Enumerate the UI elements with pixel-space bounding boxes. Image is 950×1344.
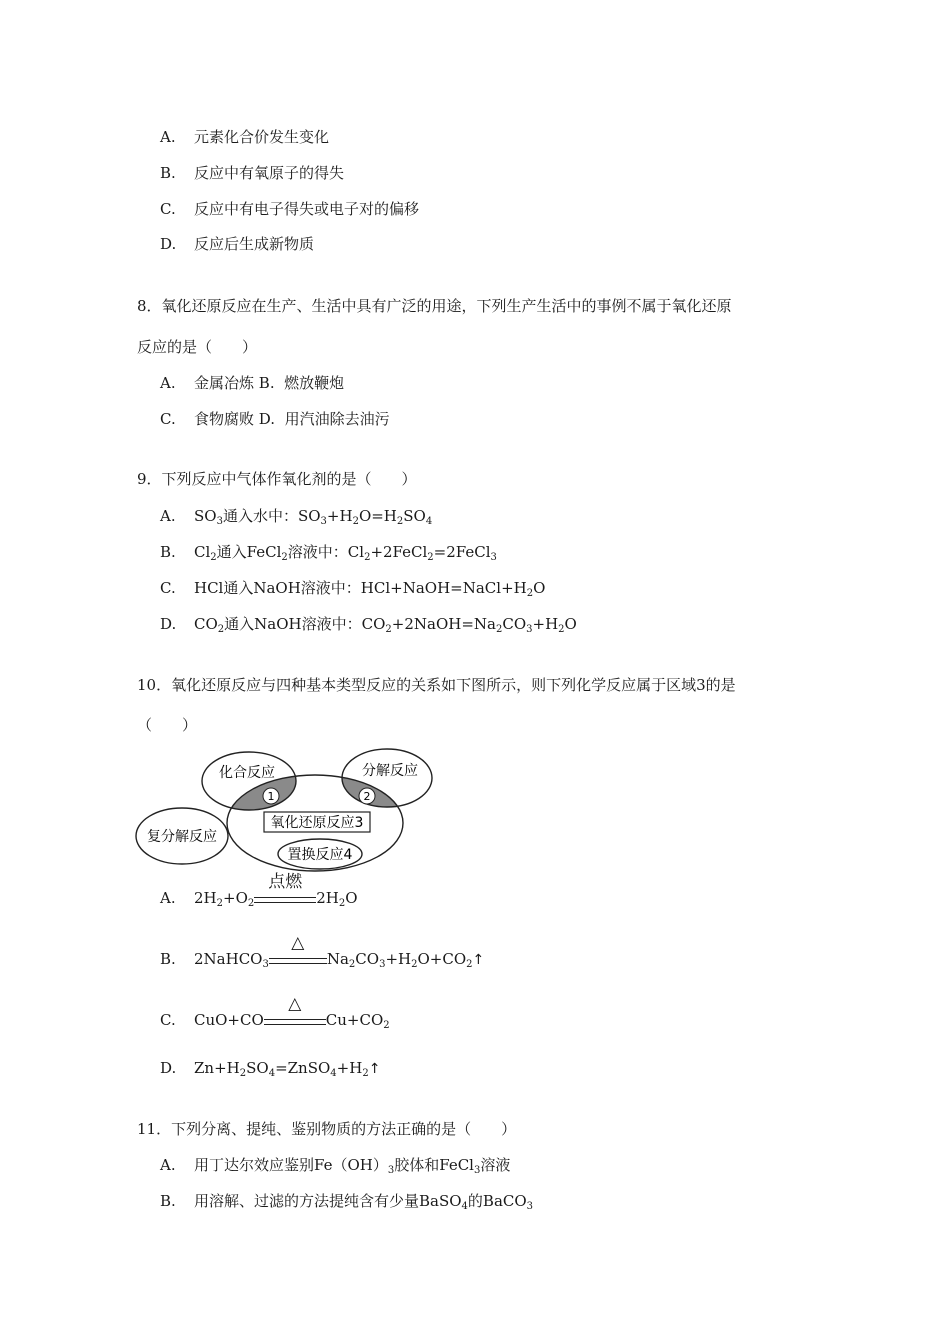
combination-label: 化合反应 <box>219 765 275 781</box>
option-label: C. <box>160 1011 176 1029</box>
q10-stem-line1: 10．氧化还原反应与四种基本类型反应的关系如下图所示，则下列化学反应属于区域3的是 <box>137 676 736 694</box>
option-text: $Zn+H_2SO_4=ZnSO_4+H_2↑$ <box>194 1059 381 1079</box>
equation-left: CuO+CO <box>194 1011 264 1029</box>
option-label: A. <box>160 128 176 146</box>
equation-condition-bar <box>254 872 316 909</box>
equation-left: 2NaHCO$_3$ <box>194 950 269 970</box>
q10-option-d <box>160 1058 380 1079</box>
region-2-label: 2 <box>363 790 371 803</box>
decomposition-label: 分解反应 <box>362 763 418 779</box>
q7-option-c <box>160 199 419 219</box>
equation-right: $Na_2CO_3+H_2O+CO_2↑$ <box>326 950 485 970</box>
equation-right: $2H_2O$ <box>316 889 358 909</box>
equation-left: $2H_2+O_2$ <box>194 889 255 909</box>
option-label: A. <box>160 1156 176 1174</box>
q9-option-a <box>160 506 432 526</box>
option-text: $CO_2$通入NaOH溶液中：$CO_2+2NaOH=Na_2CO_3+H_2O$ <box>194 615 577 635</box>
q8-options-row2 <box>160 409 390 429</box>
option-label: B. <box>160 543 176 561</box>
displacement-label: 置换反应4 <box>287 847 353 863</box>
q10-option-b <box>160 933 485 970</box>
option-text: 用汽油除去油污 <box>284 410 390 428</box>
option-label: B. <box>160 164 176 182</box>
option-label: C. <box>160 579 176 597</box>
reaction-condition: △ <box>288 994 302 1014</box>
q9-option-d <box>160 614 577 634</box>
option-text: 食物腐败 <box>194 410 255 428</box>
q7-option-d <box>160 234 314 254</box>
option-text: HCl通入NaOH溶液中：$HCl+NaOH=NaCl+H_2O$ <box>194 579 546 599</box>
q11-option-b <box>160 1191 533 1211</box>
q8-stem-line1: 8．氧化还原反应在生产、生活中具有广泛的用途，下列生产生活中的事例不属于氧化还原 <box>137 297 732 315</box>
option-text: $SO_3$通入水中：$SO_3+H_2O=H_2SO_4$ <box>194 507 433 527</box>
q10-stem-line2: （ ） <box>137 716 198 734</box>
q11-option-a <box>160 1155 510 1175</box>
option-text: 反应中有电子得失或电子对的偏移 <box>194 200 420 218</box>
reaction-condition: △ <box>291 933 305 953</box>
q8-options-row1 <box>160 373 344 393</box>
option-label: C. <box>160 410 176 428</box>
q10-option-c <box>160 994 390 1031</box>
equation-right: $Cu+CO_2$ <box>325 1011 390 1031</box>
option-text: $Cl_2$通入FeCl$_2$溶液中：$Cl_2+2FeCl_2=2FeCl_3$ <box>194 543 497 563</box>
option-label: A. <box>160 374 176 392</box>
q8-stem-line2: 反应的是（ ） <box>137 338 258 356</box>
option-text: 金属冶炼 <box>194 374 255 392</box>
option-label: A. <box>160 889 176 907</box>
option-label: D. <box>160 235 177 253</box>
equation-condition-bar <box>269 933 327 970</box>
q7-option-a <box>160 127 329 147</box>
option-label: C. <box>160 200 176 218</box>
option-text: 用丁达尔效应鉴别$Fe(OH)_3$胶体和FeCl$_3$溶液 <box>194 1156 511 1176</box>
option-label: B. <box>258 374 275 392</box>
option-text: 反应后生成新物质 <box>194 235 315 253</box>
option-text: 燃放鞭炮 <box>284 374 345 392</box>
double-replacement-label: 复分解反应 <box>147 829 217 845</box>
option-label: D. <box>160 615 177 633</box>
q7-option-b <box>160 163 344 183</box>
q9-option-c <box>160 578 545 598</box>
option-label: A. <box>160 507 176 525</box>
option-label: D. <box>160 1059 177 1077</box>
option-text: 反应中有氧原子的得失 <box>194 164 345 182</box>
reaction-relationship-diagram <box>130 748 440 876</box>
option-text: 用溶解、过滤的方法提纯含有少量BaSO$_4$的BaCO$_3$ <box>194 1192 534 1212</box>
redox-label: 氧化还原反应3 <box>270 815 364 831</box>
option-text: 元素化合价发生变化 <box>194 128 330 146</box>
q9-option-b <box>160 542 497 562</box>
option-label: B. <box>160 950 176 968</box>
q11-stem: 11．下列分离、提纯、鉴别物质的方法正确的是（ ） <box>137 1120 517 1138</box>
option-label: D. <box>258 410 276 428</box>
q10-option-a <box>160 872 358 909</box>
q9-stem: 9．下列反应中气体作氧化剂的是（ ） <box>137 470 417 488</box>
equation-condition-bar <box>264 994 326 1031</box>
reaction-condition: 点燃 <box>268 872 303 892</box>
region-1-label: 1 <box>267 790 275 803</box>
option-label: B. <box>160 1192 176 1210</box>
